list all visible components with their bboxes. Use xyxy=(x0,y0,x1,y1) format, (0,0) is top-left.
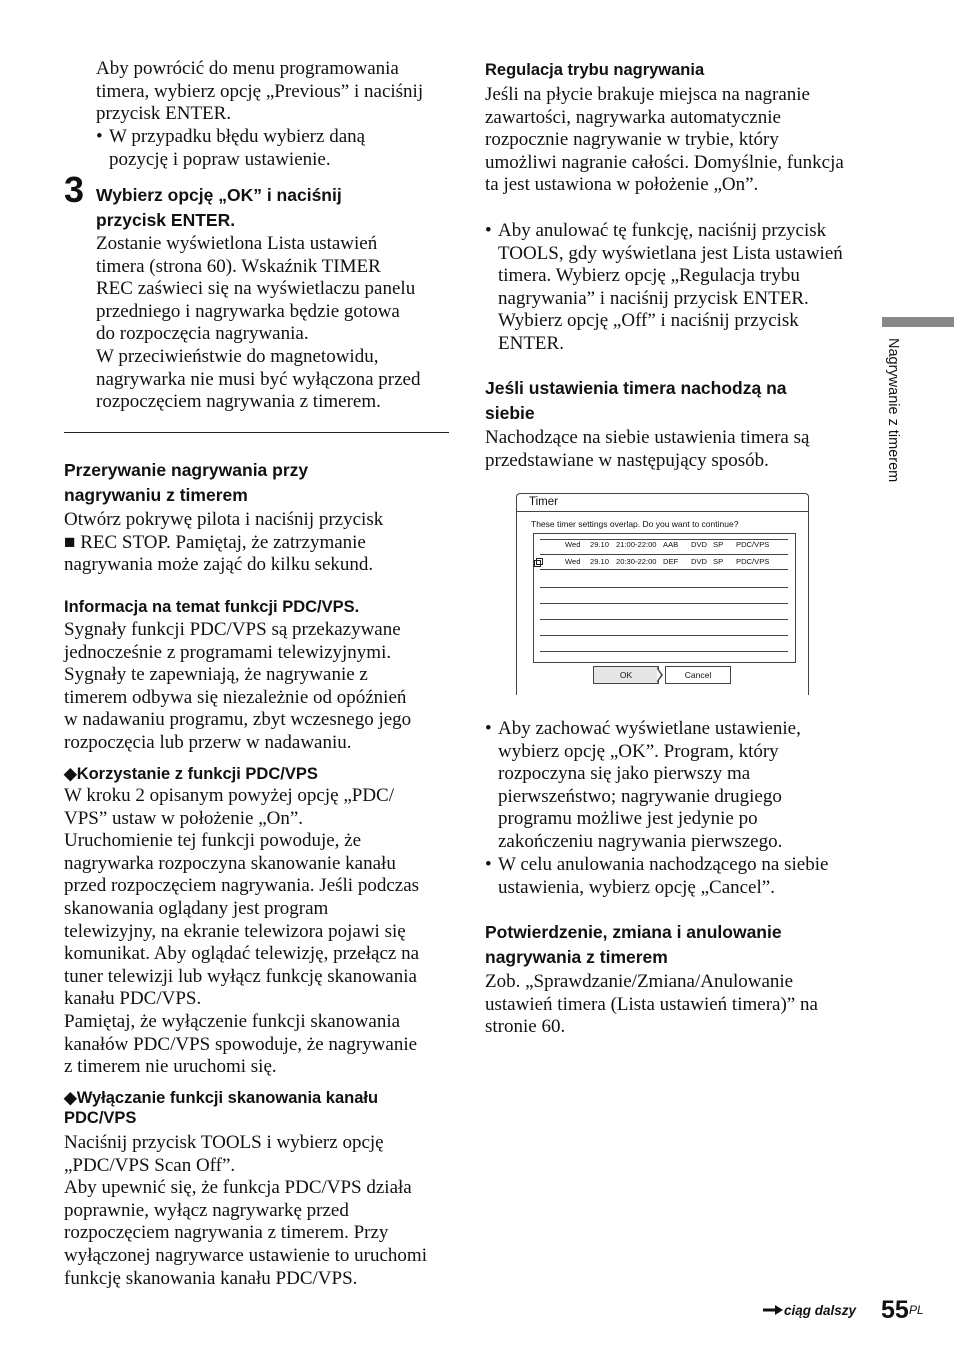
row-day: Wed xyxy=(565,557,581,566)
intro-line: Aby powrócić do menu programowania xyxy=(96,58,399,79)
bullet-dot: • xyxy=(485,854,492,875)
body-line: rozpoczęciem nagrywania z timerem. Przy xyxy=(64,1222,389,1244)
page-language: PL xyxy=(909,1303,924,1317)
bullet-dot: • xyxy=(485,220,492,241)
step-number: 3 xyxy=(64,169,85,210)
bullet-line: zakończeniu nagrywania pierwszego. xyxy=(498,830,783,852)
step3-body xyxy=(96,233,456,414)
body-line: skanowania oglądany jest program xyxy=(64,897,329,919)
body-line: z timerem nie uruchomi się. xyxy=(64,1056,277,1078)
bullet-line: pierwszeństwo; nagrywanie drugiego xyxy=(498,785,782,807)
stop-heading xyxy=(64,458,454,507)
section-tab-marker xyxy=(882,317,954,327)
intro-bullet xyxy=(96,126,456,171)
right-arrow-icon xyxy=(762,1304,784,1316)
body-line: ta jest ustawiona w położenie „On”. xyxy=(485,174,759,196)
body-line: do rozpoczęcia nagrywania. xyxy=(96,323,309,345)
step3-heading-line: przycisk ENTER. xyxy=(96,209,236,230)
list-empty-row-line xyxy=(540,635,788,636)
body-line: poprawnie, wyłącz nagrywarkę przed xyxy=(64,1199,349,1221)
bullet-line: ustawienia, wybierz opcję „Cancel”. xyxy=(498,876,775,898)
cancel-bullet xyxy=(485,854,875,899)
body-line: nagrywarka rozpoczyna skanowanie kanału xyxy=(64,852,396,874)
overlap-body xyxy=(485,427,875,472)
body-line: REC zaświeci się na wyświetlaczu panelu xyxy=(96,278,416,300)
continued-note xyxy=(762,1303,856,1318)
step3-heading xyxy=(96,183,456,232)
body-line: timerem odbywa się niezależnie od opóźnień xyxy=(64,686,407,708)
body-line: Zostanie wyświetlona Lista ustawień xyxy=(96,233,378,254)
body-line: Uruchomienie tej funkcji powoduje, że xyxy=(64,830,362,852)
list-empty-row-line xyxy=(540,587,788,588)
body-line: Pamiętaj, że wyłączenie funkcji skanowania xyxy=(64,1010,401,1032)
use-body xyxy=(64,785,454,1079)
pdc-body xyxy=(64,619,454,755)
body-line: kanału PDC/VPS. xyxy=(64,988,202,1010)
stop-body xyxy=(64,509,454,577)
overlap-heading xyxy=(485,376,875,425)
body-line: ■ REC STOP. Pamiętaj, że zatrzymanie xyxy=(64,531,366,553)
bullet-line: TOOLS, gdy wyświetlana jest Lista ustawień xyxy=(498,242,843,264)
off-body xyxy=(64,1132,454,1290)
continued-label: ciąg dalszy xyxy=(784,1303,857,1318)
body-line: Naciśnij przycisk TOOLS i wybierz opcję xyxy=(64,1132,384,1153)
step3-heading-line: Wybierz opcję „OK” i naciśnij xyxy=(96,185,342,205)
row-date: 29.10 xyxy=(590,540,610,549)
stop-heading-line: nagrywaniu z timerem xyxy=(64,484,248,505)
body-line: W kroku 2 opisanym powyżej opcję „PDC/ xyxy=(64,785,394,806)
body-line: telewizyjny, na ekranie telewizora pojawi się xyxy=(64,920,406,942)
overlap-heading-line: Jeśli ustawienia timera nachodzą na xyxy=(485,378,787,398)
off-heading-line: PDC/VPS xyxy=(64,1109,137,1127)
body-line: przed rozpoczęciem nagrywania. Jeśli podczas xyxy=(64,875,420,897)
list-empty-row-line xyxy=(540,603,788,604)
bullet-line: Wybierz opcję „Off” i naciśnij przycisk xyxy=(498,310,799,332)
intro-bullet-line: W przypadku błędu wybierz daną xyxy=(109,126,366,147)
row-mode: SP xyxy=(713,540,724,549)
dialog-title: Timer xyxy=(529,496,558,508)
row-channel: DEF xyxy=(663,557,679,566)
row-pdc: PDC/VPS xyxy=(736,540,770,549)
body-line: rozpoczęciem nagrywania z timerem. xyxy=(96,391,381,413)
bullet-dot: • xyxy=(96,126,103,147)
mode-body xyxy=(485,84,875,197)
section-divider xyxy=(64,432,449,433)
selection-cursor-inner xyxy=(657,669,661,681)
bullet-line: timera. Wybierz opcję „Regulacja trybu xyxy=(498,265,800,287)
list-empty-row-line xyxy=(540,619,788,620)
body-line: Sygnały funkcji PDC/VPS są przekazywane xyxy=(64,619,401,640)
body-line: Nachodzące na siebie ustawienia timera są xyxy=(485,427,810,448)
body-line: tuner telewizji lub wyłącz funkcję skanowania xyxy=(64,965,417,987)
body-line: Jeśli na płycie brakuje miejsca na nagranie xyxy=(485,84,810,105)
off-heading xyxy=(64,1088,454,1128)
body-line: nagrywarka nie musi być wyłączona przed xyxy=(96,368,421,390)
body-line: zawartości, nagrywarka automatycznie xyxy=(485,106,781,128)
row-date: 29.10 xyxy=(590,557,610,566)
bullet-line: nagrywania” i naciśnij przycisk ENTER. xyxy=(498,287,809,309)
use-heading: ◆Korzystanie z funkcji PDC/VPS xyxy=(64,765,318,783)
body-line: VPS” ustaw w położenie „On”. xyxy=(64,807,304,829)
bullet-line: W celu anulowania nachodzącego na siebie xyxy=(498,854,829,875)
body-line: umożliwi nagranie całości. Domyślnie, funkcja xyxy=(485,151,844,173)
body-line: Otwórz pokrywę pilota i naciśnij przycisk xyxy=(64,509,384,530)
cancel-button[interactable]: Cancel xyxy=(665,666,731,684)
mode-bullet xyxy=(485,220,875,356)
body-line: przedniego i nagrywarka będzie gotowa xyxy=(96,300,400,322)
overlap-list xyxy=(533,533,796,663)
intro-line: timera, wybierz opcję „Previous” i naciśnij xyxy=(96,80,424,102)
body-line: „PDC/VPS Scan Off”. xyxy=(64,1154,236,1176)
confirm-heading xyxy=(485,920,875,969)
row-time: 21:00-22:00 xyxy=(616,540,657,549)
intro-bullet-line: pozycję i popraw ustawienie. xyxy=(109,148,331,170)
row-pdc: PDC/VPS xyxy=(736,557,770,566)
dialog-title-divider xyxy=(517,511,808,512)
row-time: 20:30-22:00 xyxy=(616,557,657,566)
body-line: przedstawiane w następujący sposób. xyxy=(485,449,769,471)
body-line: Zob. „Sprawdzanie/Zmiana/Anulowanie xyxy=(485,971,794,992)
bullet-line: wybierz opcję „OK”. Program, który xyxy=(498,740,779,762)
intro-line: przycisk ENTER. xyxy=(96,103,232,125)
body-line: rozpoczęcia lub przerw w nadawaniu. xyxy=(64,731,352,753)
body-line: Sygnały te zapewniają, że nagrywanie z xyxy=(64,664,368,686)
body-line: stronie 60. xyxy=(485,1016,566,1038)
bullet-line: Aby anulować tę funkcję, naciśnij przycisk xyxy=(498,220,827,241)
bullet-line: Aby zachować wyświetlane ustawienie, xyxy=(498,718,801,739)
body-line: funkcję skanowania kanału PDC/VPS. xyxy=(64,1267,358,1289)
body-line: Aby upewnić się, że funkcja PDC/VPS działa xyxy=(64,1177,412,1199)
pdc-heading: Informacja na temat funkcji PDC/VPS. xyxy=(64,598,360,616)
page-number: 55 xyxy=(881,1296,909,1324)
mode-heading: Regulacja trybu nagrywania xyxy=(485,61,705,79)
body-line: W przeciwieństwie do magnetowidu, xyxy=(96,345,379,367)
row-channel: AAB xyxy=(663,540,679,549)
row-media: DVD xyxy=(691,540,708,549)
body-line: jednocześnie z programami telewizyjnymi. xyxy=(64,641,392,663)
row-day: Wed xyxy=(565,540,581,549)
timer-overlap-dialog xyxy=(516,493,809,695)
off-heading-line: ◆Wyłączanie funkcji skanowania kanału xyxy=(64,1089,379,1107)
confirm-body xyxy=(485,971,875,1039)
keep-bullet xyxy=(485,718,875,854)
overlap-heading-line: siebie xyxy=(485,402,535,423)
body-line: ustawień timera (Lista ustawień timera)” na xyxy=(485,993,818,1015)
body-line: rozpocznie nagrywanie w trybie, który xyxy=(485,129,779,151)
list-empty-row-line xyxy=(540,651,788,652)
row-mode: SP xyxy=(713,557,724,566)
body-line: kanałów PDC/VPS spowoduje, że nagrywanie xyxy=(64,1033,418,1055)
confirm-heading-line: Potwierdzenie, zmiana i anulowanie xyxy=(485,922,782,942)
body-line: w nadawaniu programu, zbyt wczesnego jego xyxy=(64,709,412,731)
bullet-line: ENTER. xyxy=(498,332,564,354)
body-line: wyłączonej nagrywarce ustawienie to uruchomi xyxy=(64,1244,427,1266)
confirm-heading-line: nagrywania z timerem xyxy=(485,946,668,967)
overlap-icon xyxy=(534,558,543,567)
ok-button[interactable]: OK xyxy=(593,666,659,684)
body-line: nagrywania może zająć do kilku sekund. xyxy=(64,554,374,576)
body-line: komunikat. Aby oglądać telewizję, przełącz na xyxy=(64,943,420,965)
bullet-line: programu możliwe jest jedynie po xyxy=(498,808,758,830)
dialog-message: These timer settings overlap. Do you want to continue? xyxy=(531,519,739,529)
stop-heading-line: Przerywanie nagrywania przy xyxy=(64,460,309,480)
table-row[interactable] xyxy=(540,554,788,570)
bullet-line: rozpoczyna się jako pierwszy ma xyxy=(498,763,751,785)
intro-text xyxy=(96,58,456,126)
row-media: DVD xyxy=(691,557,708,566)
bullet-dot: • xyxy=(485,718,492,739)
table-row[interactable] xyxy=(540,538,788,552)
section-side-label: Nagrywanie z timerem xyxy=(885,338,901,483)
body-line: timera (strona 60). Wskaźnik TIMER xyxy=(96,255,381,277)
